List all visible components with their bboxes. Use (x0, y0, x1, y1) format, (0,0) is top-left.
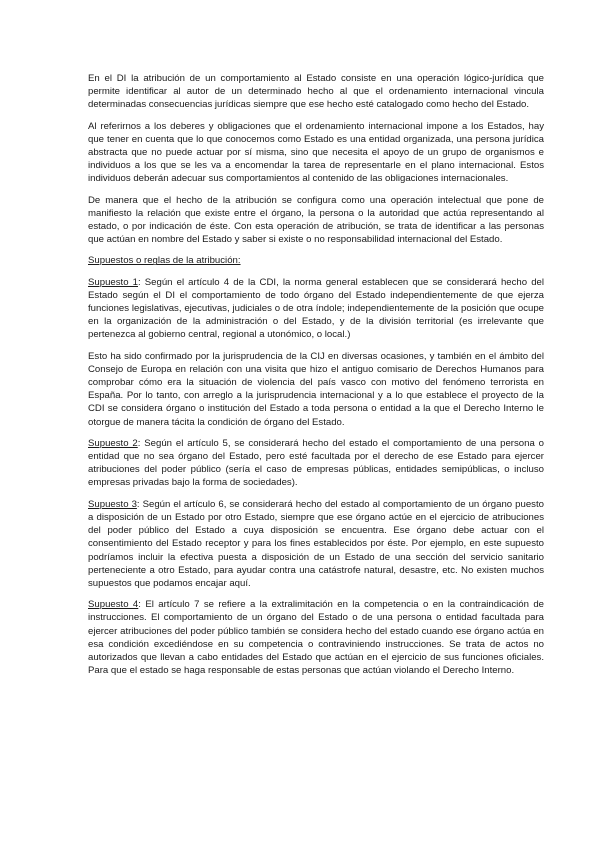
paragraph-attribution-definition: En el DI la atribución de un comportamiento al Estado consiste en una operación lógico-jurídica que permite identificar al autor de un determinado hecho al que el ordenamiento internacional vincula determinadas consecuencias jurídicas siempre que ese hecho esté catalogado como hecho del Estado. (88, 73, 544, 111)
supuesto-2-label: Supuesto 2 (88, 437, 138, 449)
paragraph-state-obligations: Al referirnos a los deberes y obligaciones que el ordenamiento internacional impone a los Estados, hay que tener en cuenta que lo que conocemos como Estado es una entidad organizada, una persona jurídica abstracta que no puede actuar por sí misma, sino que necesita el apoyo de un grupo de organismos e individuos a los que se les va a encomendar la tarea de representarle en el plano internacional. Estos individuos deberán adecuar sus comportamientos al contenido de las obligaciones internacionales. (88, 120, 544, 185)
paragraph-supuesto-4 (88, 598, 544, 677)
supuesto-3-label: Supuesto 3 (88, 498, 137, 510)
paragraph-cij-jurisprudence: Esto ha sido confirmado por la jurisprudencia de la CIJ en diversas ocasiones, y también en el ámbito del Consejo de Europa en relación con una visita que hizo el antiguo comisario de Derechos Humanos para comprobar cómo era la situación de violencia del país vasco con motivo del fenómeno terrorista en España. Por lo tanto, con arreglo a la jurisprudencia internacional y a lo que establece el proyecto de la CDI se considera órgano o institución del Estado a toda persona o entidad a la que el Derecho Interno le otorgue de manera tácita la condición de órgano del Estado. (88, 350, 544, 428)
paragraph-supuesto-3 (88, 498, 544, 590)
supuesto-1-text: : Según el artículo 4 de la CDI, la norma general establecen que se considerará hecho del Estado según el DI el comportamiento de todo órgano del Estado independientemente de que ejerza funciones legislativas, ejecutivas, judiciales o de otra índole; independientemente de la posición que ocupe en la organización de la administración o del Estado, y de la división territorial (es irrelevante que pertenezca al gobierno central, regional a utonómico, o local.) (88, 276, 544, 341)
supuesto-3-text: : Según el artículo 6, se considerará hecho del estado al comportamiento de un órgano puesto a disposición de un Estado por otro Estado, siempre que ese órgano actúe en el ejercicio de atribuciones del poder público del Estado a cuya disposición se encuentra. Ese órgano debe actuar con el consentimiento del Estado receptor y para los fines establecidos por éste. Por ejemplo, en este supuesto podríamos incluir la efectiva puesta a disposición de un Estado de una sección del servicio sanitario perteneciente a otro Estado, para ayudar contra una catástrofe natural, desastre, etc. No existen muchos supuestos que podamos encajar aquí. (88, 498, 544, 589)
supuesto-2-text: : Según el artículo 5, se considerará hecho del estado el comportamiento de una persona o entidad que no sea órgano del Estado, pero esté facultada por el derecho de ese Estado para ejercer atribuciones del poder público (sería el caso de empresas públicas, entidades semipúblicas, o incluso empresas privadas bajo la forma de sociedades). (88, 437, 544, 489)
document-page (88, 72, 544, 685)
supuesto-4-label: Supuesto 4 (88, 599, 139, 611)
paragraph-attribution-operation: De manera que el hecho de la atribución se configura como una operación intelectual que pone de manifiesto la relación que existe entre el órgano, la persona o la autoridad que actúa representando al estado, o por indicación de éste. Con esta operación de atribución, se trata de identificar a las personas que actúan en nombre del Estado y saber si existe o no responsabilidad internacional del Estado. (88, 194, 544, 246)
supuesto-1-label: Supuesto 1 (88, 276, 138, 288)
section-heading: Supuestos o reglas de la atribución: (88, 255, 241, 267)
supuesto-4-text: : El artículo 7 se refiere a la extralimitación en la competencia o en la contraindicación de instrucciones. El comportamiento de un órgano del Estado o de una persona o entidad facultada para ejercer atribuciones del poder público también se considera hecho del estado cuando ese órgano actúa en esa condición excediéndose en su competencia o contraviniendo instrucciones. Se trata de actos no autorizados que llevan a cabo entidades del Estado que actúan en el ejercicio de sus funciones oficiales. Para que el estado se haga responsable de estas personas que actúan violando el Derecho Interno. (88, 599, 545, 677)
paragraph-supuesto-2 (88, 437, 544, 490)
paragraph-supuesto-1 (88, 276, 544, 342)
